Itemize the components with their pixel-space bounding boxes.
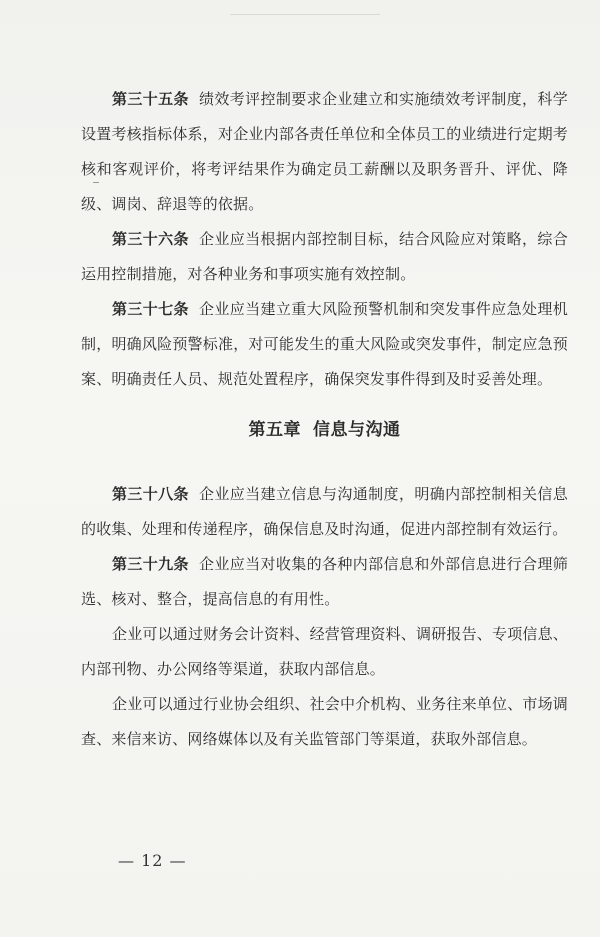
chapter-title: 信息与沟通 bbox=[313, 420, 401, 440]
article-38 bbox=[81, 477, 568, 547]
article-39 bbox=[81, 547, 568, 617]
scan-edge-line bbox=[230, 14, 380, 15]
article-37 bbox=[81, 292, 568, 397]
article-label: 第三十九条 bbox=[112, 555, 189, 573]
chapter-heading bbox=[81, 410, 568, 450]
article-label: 第三十七条 bbox=[112, 300, 189, 318]
paragraph-internal-info: 企业可以通过财务会计资料、经营管理资料、调研报告、专项信息、内部刊物、办公网络等渠道，获取内部信息。 bbox=[81, 625, 569, 678]
article-text: 绩效考评控制要求企业建立和实施绩效考评制度，科学设置考核指标体系，对企业内部各责任单位和全体员工的业绩进行定期考核和客观评价，将考评结果作为确定员工薪酬以及职务晋升、评优、降级、调岗、辞退等的依据。 bbox=[81, 90, 568, 213]
article-label: 第三十五条 bbox=[112, 90, 189, 108]
article-text: 企业应当对收集的各种内部信息和外部信息进行合理筛选、核对、整合，提高信息的有用性。 bbox=[81, 555, 568, 608]
page-number: — 12 — bbox=[118, 851, 187, 870]
paragraph-external-info: 企业可以通过行业协会组织、社会中介机构、业务往来单位、市场调查、来信来访、网络媒体以及有关监管部门等渠道，获取外部信息。 bbox=[81, 695, 569, 748]
article-36 bbox=[81, 222, 568, 292]
article-label: 第三十六条 bbox=[112, 230, 189, 248]
document-body bbox=[81, 82, 568, 757]
article-text: 企业应当建立信息与沟通制度，明确内部控制相关信息的收集、处理和传递程序，确保信息及时沟通，促进内部控制有效运行。 bbox=[81, 485, 568, 538]
article-text: 企业应当根据内部控制目标，结合风险应对策略，综合运用控制措施，对各种业务和事项实施有效控制。 bbox=[81, 230, 568, 283]
article-label: 第三十八条 bbox=[112, 485, 189, 503]
article-text: 企业应当建立重大风险预警机制和突发事件应急处理机制，明确风险预警标准，对可能发生的重大风险或突发事件，制定应急预案、明确责任人员、规范处置程序，确保突发事件得到及时妥善处理。 bbox=[81, 300, 568, 388]
article-35 bbox=[81, 82, 568, 222]
chapter-number: 第五章 bbox=[248, 420, 301, 440]
